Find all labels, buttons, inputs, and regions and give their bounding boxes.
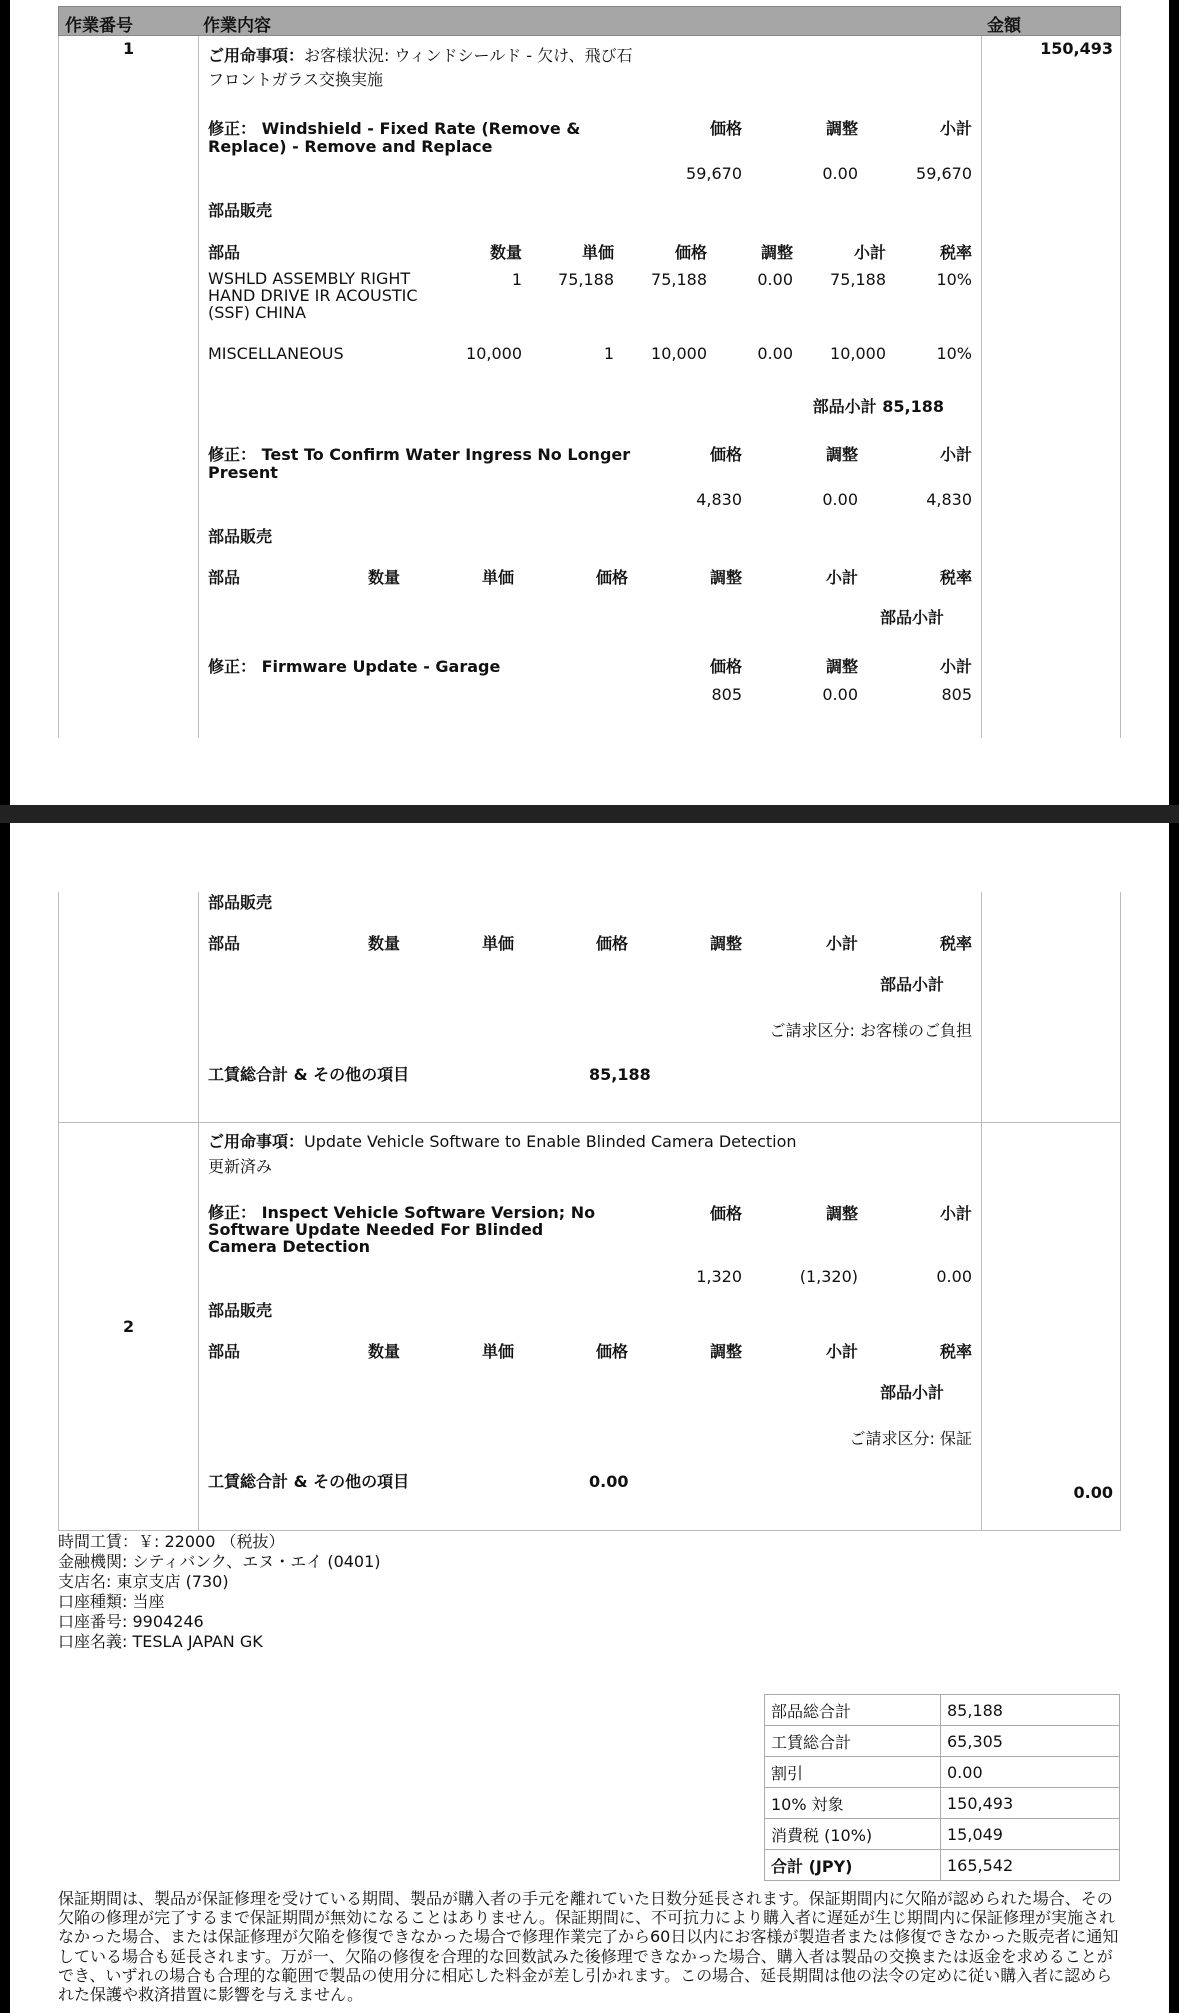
parts-header-subtotal: 小計 bbox=[825, 934, 858, 953]
job1-corr2-price: 4,830 bbox=[696, 490, 742, 509]
summary-value: 15,049 bbox=[941, 1819, 1120, 1850]
parts-header-unit: 単価 bbox=[481, 934, 514, 953]
job1-parts-sales-title-2: 部品販売 bbox=[208, 527, 273, 546]
parts-header-tax: 税率 bbox=[939, 568, 972, 587]
job1-parts-subtotal: 部品小計 85,188 bbox=[812, 397, 944, 416]
job1-parts-subtotal-empty-2: 部品小計 bbox=[879, 975, 944, 994]
summary-row bbox=[765, 1788, 1120, 1819]
job2-parts-sales-title: 部品販売 bbox=[208, 1301, 273, 1320]
col-subtotal-label: 小計 bbox=[939, 119, 972, 138]
job1-corr1-subtotal: 59,670 bbox=[916, 164, 972, 183]
parts-header-price: 価格 bbox=[674, 243, 707, 262]
job1-parts-subtotal-empty: 部品小計 bbox=[879, 608, 944, 627]
part-row-1-name: WSHLD ASSEMBLY RIGHT HAND DRIVE IR ACOUSTIC (SSF) CHINA bbox=[208, 269, 418, 322]
part-row-2-qty: 10,000 bbox=[466, 344, 522, 363]
parts-header-adj: 調整 bbox=[709, 934, 742, 953]
part-row-2-tax: 10% bbox=[936, 344, 972, 363]
part-row-1-qty: 1 bbox=[511, 270, 522, 289]
parts-header-part: 部品 bbox=[208, 568, 241, 587]
col-adj-label: 調整 bbox=[825, 657, 858, 676]
job1-amount: 150,493 bbox=[1040, 39, 1113, 58]
parts-header-part: 部品 bbox=[208, 934, 241, 953]
job1-corr2-adj: 0.00 bbox=[822, 490, 858, 509]
warranty-note: 保証期間は、製品が保証修理を受けている期間、製品が購入者の手元を離れていた日数分延長されます。保証期間内に欠陥が認められた場合、その欠陥の修理が完了するまで保証期間が無効になることはありません。保証期間に、不可抗力により購入者に遅延が生じ期間内に保証修理が実施されなかった場合、または保証修理が欠陥を修復できなかった場合で修理作業完了から60日以内にお客様が製造者または修復できなかった販売者に通知している場合も延長されます。万が一、欠陥の修復を合理的な回数試みた後修理できなかった場合、購入者は製品の交換または返金を求めることができ、いずれの場合も合理的な範囲で製品の使用分に相応した料金が差し引かれます。この場合、延長期間は他の法令の定めに従い購入者に認められた保護や救済措置に影響を与えません。 bbox=[58, 1889, 1119, 2004]
parts-header-qty: 数量 bbox=[489, 243, 522, 262]
job1-corr1-price: 59,670 bbox=[686, 164, 742, 183]
part-row-1-adj: 0.00 bbox=[757, 270, 793, 289]
parts-header-price: 価格 bbox=[595, 1342, 628, 1361]
part-row-2-unit: 1 bbox=[603, 344, 614, 363]
parts-header-unit: 単価 bbox=[481, 1342, 514, 1361]
col-subtotal-label: 小計 bbox=[939, 1204, 972, 1223]
header-job-no: 作業番号 bbox=[65, 16, 133, 36]
job1-concern-text: お客様状況: ウィンドシールド - 欠け、飛び石 bbox=[304, 46, 633, 65]
table-header bbox=[58, 6, 1121, 36]
summary-label: 工賃総合計 bbox=[765, 1726, 941, 1757]
part-row-1-subtotal: 75,188 bbox=[830, 270, 886, 289]
job1-correction-3-title: 修正： Firmware Update - Garage bbox=[208, 657, 501, 676]
summary-row bbox=[765, 1819, 1120, 1850]
parts-header-qty: 数量 bbox=[367, 568, 400, 587]
col-adj-label: 調整 bbox=[825, 445, 858, 464]
parts-header-qty: 数量 bbox=[367, 934, 400, 953]
job2-concern bbox=[208, 1133, 797, 1151]
job1-corr1-adj: 0.00 bbox=[822, 164, 858, 183]
bank-info-line: 口座番号: 9904246 bbox=[58, 1612, 204, 1631]
parts-header-price: 価格 bbox=[595, 568, 628, 587]
summary-label: 割引 bbox=[765, 1757, 941, 1788]
part-row-2-subtotal: 10,000 bbox=[830, 344, 886, 363]
parts-header-adj: 調整 bbox=[709, 1342, 742, 1361]
parts-header-qty: 数量 bbox=[367, 1342, 400, 1361]
job1-correction-1-title: 修正： Windshield - Fixed Rate (Remove & Replace) - Remove and Replace bbox=[208, 119, 581, 156]
parts-header-price: 価格 bbox=[595, 934, 628, 953]
parts-header-tax: 税率 bbox=[939, 1342, 972, 1361]
summary-total-value: 165,542 bbox=[941, 1850, 1120, 1881]
summary-label: 消費税 (10%) bbox=[765, 1819, 941, 1850]
job2-labor-total-label: 工賃総合計 & その他の項目 bbox=[208, 1472, 410, 1491]
job2-corr1-subtotal: 0.00 bbox=[936, 1267, 972, 1286]
header-job-content: 作業内容 bbox=[203, 16, 271, 36]
parts-header-unit: 単価 bbox=[481, 568, 514, 587]
summary-value: 150,493 bbox=[941, 1788, 1120, 1819]
page-break bbox=[0, 805, 1179, 823]
job2-amount: 0.00 bbox=[1073, 1483, 1113, 1502]
job1-concern-label: ご用命事項： bbox=[208, 46, 305, 65]
parts-header-tax: 税率 bbox=[939, 243, 972, 262]
job1-billing-type: ご請求区分: お客様のご負担 bbox=[769, 1021, 972, 1040]
bank-info-line: 支店名: 東京支店 (730) bbox=[58, 1572, 229, 1591]
parts-header-tax: 税率 bbox=[939, 934, 972, 953]
col-price-label: 価格 bbox=[709, 1204, 742, 1223]
job2-billing-type: ご請求区分: 保証 bbox=[849, 1429, 972, 1448]
job1-labor-total-label: 工賃総合計 & その他の項目 bbox=[208, 1065, 410, 1084]
summary-value: 0.00 bbox=[941, 1757, 1120, 1788]
part-row-1-price: 75,188 bbox=[651, 270, 707, 289]
col-adj-label: 調整 bbox=[825, 119, 858, 138]
summary-label: 部品総合計 bbox=[765, 1695, 941, 1726]
bank-info-line: 金融機関: シティバンク、エヌ・エイ (0401) bbox=[58, 1552, 381, 1571]
col-price-label: 価格 bbox=[709, 445, 742, 464]
summary-total-label: 合計 (JPY) bbox=[765, 1850, 941, 1881]
left-border bbox=[0, 0, 10, 2013]
parts-header-subtotal: 小計 bbox=[825, 568, 858, 587]
bank-info-line: 口座種類: 当座 bbox=[58, 1592, 165, 1611]
summary-row bbox=[765, 1726, 1120, 1757]
job1-number: 1 bbox=[123, 39, 135, 58]
job1-labor-total-value: 85,188 bbox=[589, 1065, 651, 1084]
bank-info-line: 口座名義: TESLA JAPAN GK bbox=[58, 1632, 263, 1651]
col-subtotal-label: 小計 bbox=[939, 657, 972, 676]
summary-value: 85,188 bbox=[941, 1695, 1120, 1726]
summary-label: 10% 対象 bbox=[765, 1788, 941, 1819]
part-row-2-price: 10,000 bbox=[651, 344, 707, 363]
job2-corr1-price: 1,320 bbox=[696, 1267, 742, 1286]
summary-table bbox=[764, 1694, 1120, 1881]
job1-parts-sales-title: 部品販売 bbox=[208, 201, 273, 220]
job2-number: 2 bbox=[123, 1317, 135, 1336]
summary-value: 65,305 bbox=[941, 1726, 1120, 1757]
job1-concern bbox=[208, 47, 633, 65]
parts-header-subtotal: 小計 bbox=[853, 243, 886, 262]
job2-concern-note: 更新済み bbox=[208, 1157, 273, 1176]
job1-corr3-price: 805 bbox=[711, 685, 742, 704]
col-adj-label: 調整 bbox=[825, 1204, 858, 1223]
part-row-1-unit: 75,188 bbox=[558, 270, 614, 289]
bank-info-line: 時間工賃：￥: 22000 （税抜） bbox=[58, 1532, 285, 1551]
job1-concern-note: フロントガラス交換実施 bbox=[208, 70, 384, 89]
parts-header-subtotal: 小計 bbox=[825, 1342, 858, 1361]
job1-correction-2-title: 修正： Test To Confirm Water Ingress No Longer Present bbox=[208, 445, 631, 482]
job2-concern-label: ご用命事項： bbox=[208, 1132, 305, 1151]
summary-row bbox=[765, 1695, 1120, 1726]
part-row-2-name: MISCELLANEOUS bbox=[208, 344, 344, 363]
job1-corr3-adj: 0.00 bbox=[822, 685, 858, 704]
job1-parts-sales-title-3: 部品販売 bbox=[208, 893, 273, 912]
part-row-2-adj: 0.00 bbox=[757, 344, 793, 363]
parts-header-adj: 調整 bbox=[760, 243, 793, 262]
job2-concern-text: Update Vehicle Software to Enable Blinded Camera Detection bbox=[304, 1132, 797, 1151]
col-subtotal-label: 小計 bbox=[939, 445, 972, 464]
job1-corr2-subtotal: 4,830 bbox=[926, 490, 972, 509]
job2-parts-subtotal: 部品小計 bbox=[879, 1383, 944, 1402]
summary-row-total bbox=[765, 1850, 1120, 1881]
summary-row bbox=[765, 1757, 1120, 1788]
parts-header-adj: 調整 bbox=[709, 568, 742, 587]
parts-header-part: 部品 bbox=[208, 1342, 241, 1361]
job2-corr1-adj: (1,320) bbox=[799, 1267, 858, 1286]
col-price-label: 価格 bbox=[709, 657, 742, 676]
job1-corr3-subtotal: 805 bbox=[941, 685, 972, 704]
parts-header-part: 部品 bbox=[208, 243, 241, 262]
right-border bbox=[1169, 0, 1179, 2013]
parts-header-unit: 単価 bbox=[581, 243, 614, 262]
header-amount: 金額 bbox=[987, 16, 1021, 36]
part-row-1-tax: 10% bbox=[936, 270, 972, 289]
job2-labor-total-value: 0.00 bbox=[589, 1472, 629, 1491]
col-price-label: 価格 bbox=[709, 119, 742, 138]
job2-correction-1-title: 修正： Inspect Vehicle Software Version; No Software Update Needed For Blinded Camera Detection bbox=[208, 1203, 596, 1256]
